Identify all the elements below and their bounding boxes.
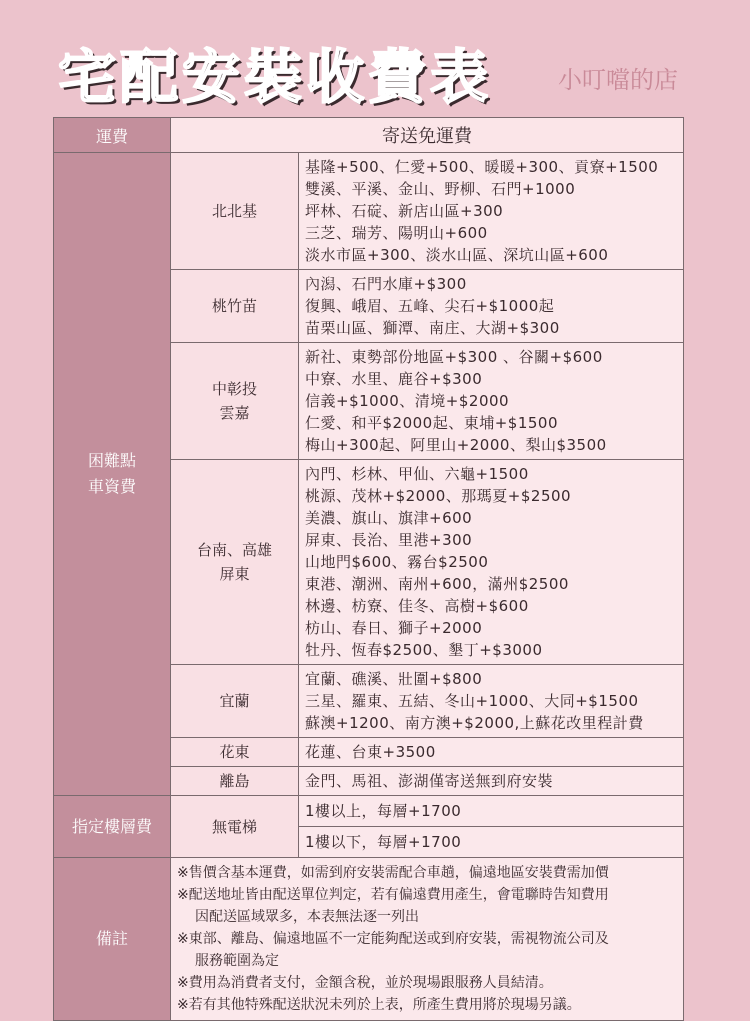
region-name [171,270,299,343]
region-detail [299,738,684,767]
region-detail-line: 屏東、長治、里港+300 [305,531,473,549]
region-detail-line: 內潟、石門水庫+$300 [305,275,467,293]
region-name-line: 離島 [219,772,250,790]
region-name-line: 屏東 [219,565,250,583]
region-detail-line: 復興、峨眉、五峰、尖石+$1000起 [305,297,555,315]
region-name [171,738,299,767]
region-detail-line: 三芝、瑞芳、陽明山+600 [305,224,488,242]
difficult-fee-label [54,153,171,796]
region-name-line: 桃竹苗 [211,297,257,315]
region-detail [299,270,684,343]
region-detail-line: 金門、馬祖、澎湖僅寄送無到府安裝 [305,772,554,790]
region-detail [299,343,684,460]
floor-rate: 1樓以下，每層+1700 [299,827,684,858]
fee-header-value: 寄送免運費 [171,118,684,153]
region-detail-line: 桃源、茂林+$2000、那瑪夏+$2500 [305,487,572,505]
region-detail-line: 梅山+300起、阿里山+2000、梨山$3500 [305,436,607,454]
region-detail-line: 宜蘭、礁溪、壯圍+$800 [305,670,483,688]
page-title: 宅配安裝收費表 [58,43,493,111]
floor-rate: 1樓以上，每層+1700 [299,796,684,827]
region-detail-line: 雙溪、平溪、金山、野柳、石門+1000 [305,180,576,198]
region-name [171,343,299,460]
region-detail-line: 東港、潮洲、南州+600，滿州$2500 [305,575,569,593]
region-name [171,767,299,796]
region-detail-line: 美濃、旗山、旗津+600 [305,509,473,527]
note-line: ※費用為消費者支付，金額含稅，並於現場跟服務人員結清。 [177,975,553,991]
floor-row [54,796,684,827]
notes-row [54,858,684,1021]
region-detail-line: 山地門$600、霧台$2500 [305,553,489,571]
region-name-line: 台南、高雄 [196,541,272,559]
region-name-line: 北北基 [211,202,257,220]
region-detail-line: 內門、杉林、甲仙、六龜+1500 [305,465,529,483]
region-name-line: 花東 [219,743,250,761]
floor-fee-label: 指定樓層費 [54,796,171,858]
fee-table [53,117,684,1021]
region-detail [299,767,684,796]
region-detail-line: 基隆+500、仁愛+500、暖暖+300、貢寮+1500 [305,158,659,176]
region-name [171,153,299,270]
region-name-line: 宜蘭 [219,692,250,710]
note-line: ※配送地址皆由配送單位判定，若有偏遠費用產生，會電聯時告知費用 [177,887,609,903]
region-detail-line: 淡水市區+300、淡水山區、深坑山區+600 [305,246,609,264]
notes-label: 備註 [54,858,171,1021]
region-detail-line: 三星、羅東、五結、冬山+1000、大同+$1500 [305,692,639,710]
region-detail-line: 信義+$1000、清境+$2000 [305,392,510,410]
region-detail-line: 新社、東勢部份地區+$300 、谷關+$600 [305,348,603,366]
note-line: ※若有其他特殊配送狀況未列於上表，所產生費用將於現場另議。 [177,997,581,1013]
region-row [54,153,684,270]
region-detail-line: 林邊、枋寮、佳冬、高樹+$600 [305,597,529,615]
notes-content [171,858,684,1021]
note-line: ※東部、離島、偏遠地區不一定能夠配送或到府安裝，需視物流公司及 [177,931,609,947]
region-detail-line: 坪林、石碇、新店山區+300 [305,202,504,220]
region-detail-line: 枋山、春日、獅子+2000 [305,619,483,637]
region-detail-line: 仁愛、和平$2000起、東埔+$1500 [305,414,559,432]
difficult-label-line: 困難點 [87,451,136,470]
region-detail [299,153,684,270]
shop-name: 小叮噹的店 [558,66,678,94]
region-name [171,460,299,665]
note-line: 因配送區域眾多，本表無法逐一列出 [195,909,419,925]
region-detail-line: 牡丹、恆春$2500、墾丁+$3000 [305,641,543,659]
note-line: 服務範圍為定 [195,953,279,969]
region-detail [299,665,684,738]
region-detail-line: 中寮、水里、鹿谷+$300 [305,370,483,388]
no-elevator-label: 無電梯 [171,796,299,858]
region-detail [299,460,684,665]
region-name [171,665,299,738]
difficult-label-line: 車資費 [87,477,136,496]
region-name-line: 中彰投 [211,380,257,398]
region-detail-line: 苗栗山區、獅潭、南庄、大湖+$300 [305,319,560,337]
fee-header-label: 運費 [54,118,171,153]
region-detail-line: 蘇澳+1200、南方澳+$2000,上蘇花改里程計費 [305,714,644,732]
region-name-line: 雲嘉 [219,404,250,422]
note-line: ※售價含基本運費，如需到府安裝需配合車趟，偏遠地區安裝費需加價 [177,865,609,881]
region-detail-line: 花蓮、台東+3500 [305,743,436,761]
